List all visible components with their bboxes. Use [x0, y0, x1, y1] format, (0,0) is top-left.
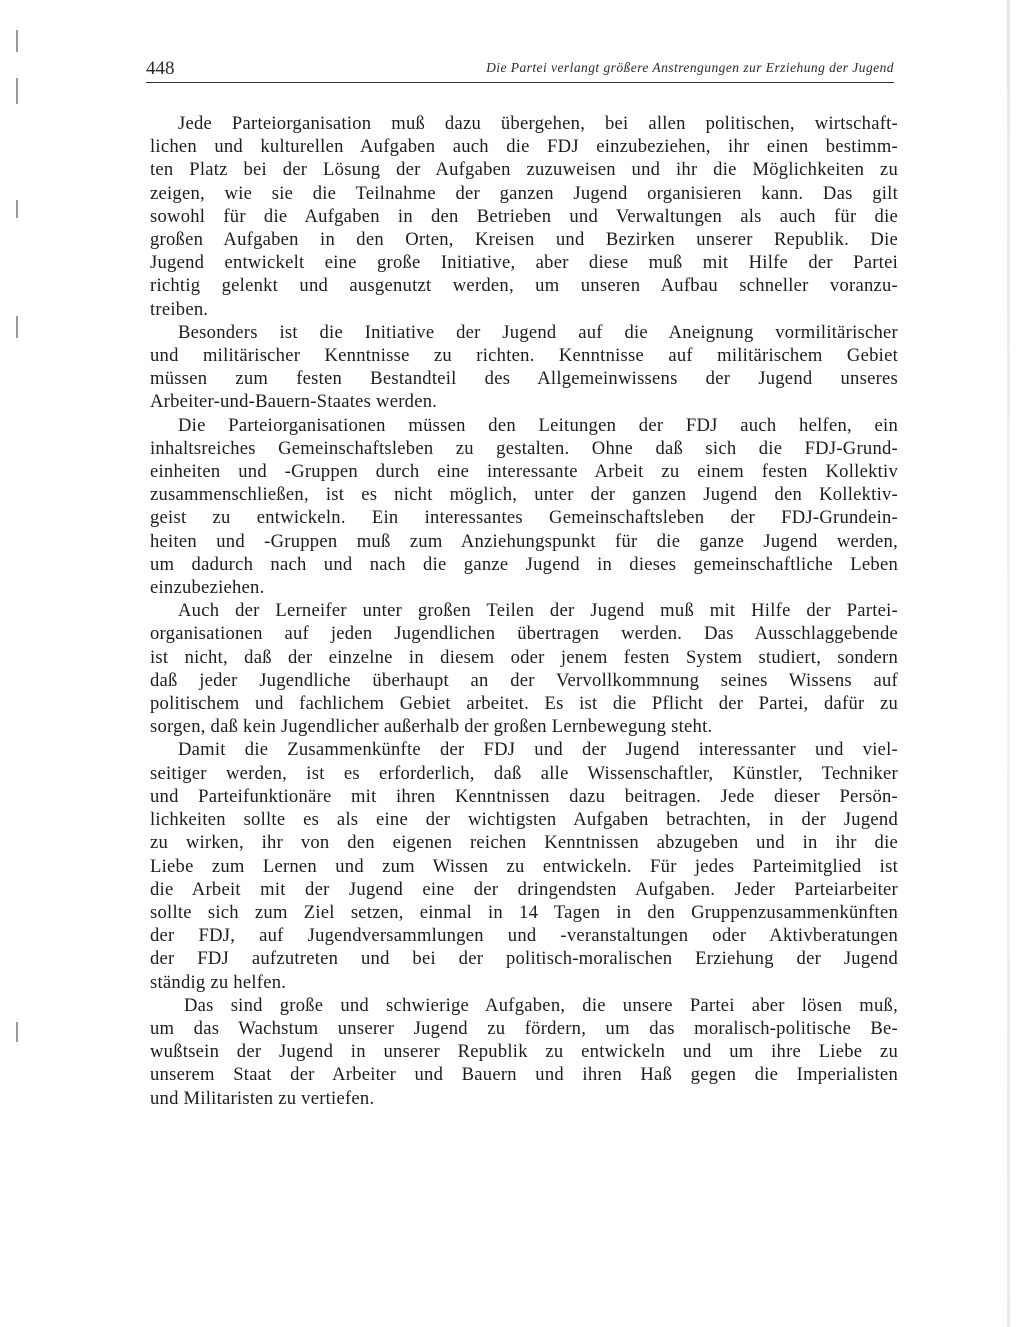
text-line: Das sind große und schwierige Aufgaben, die unsere Partei aber lösen muß,: [184, 994, 898, 1016]
text-line: Jede Parteiorganisation muß dazu übergehen, bei allen politischen, wirtschaft-: [178, 113, 898, 134]
scan-mark: [16, 1022, 18, 1042]
text-line: richtig gelenkt und ausgenutzt werden, um unseren Aufbau schneller voranzu-: [150, 275, 898, 297]
running-head: Die Partei verlangt größere Anstrengungen zur Erziehung der Jugend: [486, 60, 894, 75]
text-line: einheiten und -Gruppen durch eine interessante Arbeit zu einem festen Kollektiv: [150, 461, 898, 483]
paragraph: [150, 112, 898, 321]
text-line: Besonders ist die Initiative der Jugend auf die Aneignung vormilitärischer: [178, 321, 898, 343]
text-line: lichen und kulturellen Aufgaben auch die FDJ einzubeziehen, ihr einen bestimm-: [150, 136, 898, 158]
text-line: um dadurch nach und nach die ganze Jugend in dieses gemeinschaftliche Leben: [150, 553, 898, 575]
scan-edge: [1007, 0, 1010, 1327]
text-line: der FDJ aufzutreten und bei der politisch-moralischen Erziehung der Jugend: [150, 948, 898, 970]
text-line: sowohl für die Aufgaben in den Betrieben und Verwaltungen als auch für die: [150, 205, 898, 227]
text-line: zu wirken, ihr von den eigenen reichen Kenntnissen abzugeben und in ihr die: [150, 832, 898, 854]
scan-margin-marks: [16, 30, 24, 1050]
body-text: [150, 112, 898, 1110]
text-line: und militärischer Kenntnisse zu richten. Kenntnisse auf militärischem Gebiet: [150, 345, 898, 367]
scan-mark: [16, 316, 18, 338]
paragraph: [150, 738, 898, 993]
text-line: und Militaristen zu vertiefen.: [150, 1087, 375, 1109]
text-line: ist nicht, daß der einzelne in diesem oder jenem festen System studiert, sondern: [150, 646, 898, 668]
text-line: die Arbeit mit der Jugend eine der dringendsten Aufgaben. Jeder Parteiarbeiter: [150, 878, 898, 900]
text-line: Liebe zum Lernen und zum Wissen zu entwickeln. Für jedes Parteimitglied ist: [150, 855, 898, 877]
paragraph: [150, 321, 898, 414]
text-line: einzubeziehen.: [150, 577, 265, 599]
text-line: Jugend entwickelt eine große Initiative, aber diese muß mit Hilfe der Partei: [150, 252, 898, 274]
text-line: zeigen, wie sie die Teilnahme der ganzen Jugend organisieren kann. Das gilt: [150, 182, 898, 204]
text-line: sollte sich zum Ziel setzen, einmal in 14 Tagen in den Gruppenzusammenkünften: [150, 901, 898, 923]
text-line: lichkeiten sollte es als eine der wichtigsten Aufgaben betrachten, in der Jugend: [150, 809, 898, 831]
scan-mark: [16, 30, 18, 52]
text-line: inhaltsreiches Gemeinschaftsleben zu gestalten. Ohne daß sich die FDJ-Grund-: [150, 437, 898, 459]
text-line: um das Wachstum unserer Jugend zu fördern, um das moralisch-politische Be-: [150, 1017, 898, 1039]
text-line: großen Aufgaben in den Orten, Kreisen und Bezirken unserer Republik. Die: [150, 229, 898, 251]
text-line: politischem und fachlichem Gebiet arbeitet. Es ist die Pflicht der Partei, dafür zu: [150, 693, 898, 715]
text-line: Auch der Lerneifer unter großen Teilen der Jugend muß mit Hilfe der Partei-: [178, 600, 898, 622]
text-line: sorgen, daß kein Jugendlicher außerhalb der großen Lernbewegung steht.: [150, 716, 713, 738]
text-line: Damit die Zusammenkünfte der FDJ und der Jugend interessanter und viel-: [178, 739, 898, 761]
paragraph: [150, 994, 898, 1110]
text-line: geist zu entwickeln. Ein interessantes Gemeinschaftsleben der FDJ-Grundein-: [150, 507, 898, 529]
scan-mark: [16, 200, 18, 218]
text-line: daß jeder Jugendliche überhaupt an der Vervollkommnung seines Wissens auf: [150, 669, 898, 691]
text-line: müssen zum festen Bestandteil des Allgemeinwissens der Jugend unseres: [150, 368, 898, 390]
text-line: der FDJ, auf Jugendversammlungen und -veranstaltungen oder Aktivberatungen: [150, 925, 898, 947]
text-line: wußtsein der Jugend in unserer Republik zu entwickeln und um ihre Liebe zu: [150, 1041, 898, 1063]
page-number: 448: [146, 58, 175, 79]
text-line: ständig zu helfen.: [150, 971, 287, 993]
text-line: zusammenschließen, ist es nicht möglich, unter der ganzen Jugend den Kollektiv-: [150, 484, 898, 506]
text-line: Die Parteiorganisationen müssen den Leitungen der FDJ auch helfen, ein: [178, 414, 898, 436]
text-line: ten Platz bei der Lösung der Aufgaben zuzuweisen und ihr die Möglichkeiten zu: [150, 159, 898, 181]
text-line: heiten und -Gruppen muß zum Anziehungspunkt für die ganze Jugend werden,: [150, 530, 898, 552]
scan-mark: [16, 78, 18, 104]
paragraph: [150, 414, 898, 600]
text-line: organisationen auf jeden Jugendlichen übertragen werden. Das Ausschlaggebende: [150, 623, 898, 645]
text-line: Arbeiter-und-Bauern-Staates werden.: [150, 391, 438, 413]
page-header: [146, 56, 894, 83]
text-line: treiben.: [150, 298, 209, 320]
text-line: unserem Staat der Arbeiter und Bauern und ihren Haß gegen die Imperialisten: [150, 1064, 898, 1086]
text-line: und Parteifunktionäre mit ihren Kenntnissen dazu beitragen. Jede dieser Persön-: [150, 785, 898, 807]
text-line: seitiger werden, ist es erforderlich, daß alle Wissenschaftler, Künstler, Techniker: [150, 762, 898, 784]
paragraph: [150, 599, 898, 738]
